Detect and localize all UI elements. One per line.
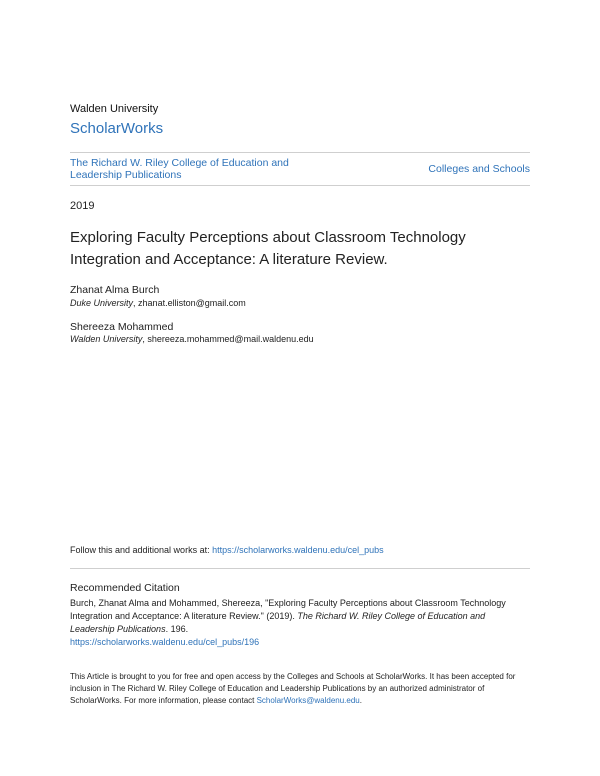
notice-end: .: [359, 696, 362, 705]
divider-header-bottom: [70, 185, 530, 186]
notice-text: This Article is brought to you for free and open access by the Colleges and Schools at ScholarWorks. It has been accepted for inclusion in The Richard W. Riley College of Education and Leadership Publications by an authorized administrator of ScholarWorks. For more information, please contact: [70, 672, 516, 705]
colleges-link[interactable]: Colleges and Schools: [428, 163, 530, 175]
repository-link[interactable]: ScholarWorks: [70, 120, 164, 137]
contact-email-link[interactable]: ScholarWorks@waldenu.edu: [256, 696, 360, 705]
divider-top: [70, 152, 530, 153]
collection-link[interactable]: The Richard W. Riley College of Education and Leadership Publications: [70, 157, 289, 181]
citation-text: Burch, Zhanat Alma and Mohammed, Shereeza, "Exploring Faculty Perceptions about Classroom Technology Integration and Acceptance: A literature Review." (2019).: [70, 598, 506, 621]
follow-text: Follow this and additional works at:: [70, 545, 213, 555]
institution-name: Walden University: [70, 103, 159, 115]
publication-year: 2019: [70, 200, 95, 212]
citation-block: [70, 597, 530, 649]
citation-heading: Recommended Citation: [70, 582, 180, 594]
follow-line: [70, 545, 384, 555]
author-email: zhanat.elliston@gmail.com: [138, 298, 246, 308]
citation-url-link[interactable]: https://scholarworks.waldenu.edu/cel_pubs/196: [70, 637, 260, 647]
author-email: shereeza.mohammed@mail.waldenu.edu: [147, 334, 314, 344]
article-title: Exploring Faculty Perceptions about Classroom Technology Integration and Acceptance: A literature Review.: [70, 229, 466, 268]
follow-url-link[interactable]: https://scholarworks.waldenu.edu/cel_pubs: [212, 545, 384, 555]
citation-number: . 196.: [165, 624, 189, 634]
separator: ,: [133, 298, 139, 308]
divider-citation: [70, 568, 530, 569]
affiliation-name: Duke University: [70, 298, 134, 308]
author-name: Zhanat Alma Burch: [70, 284, 160, 296]
separator: ,: [142, 334, 148, 344]
access-notice: [70, 671, 535, 707]
author-name: Shereeza Mohammed: [70, 321, 174, 333]
affiliation-name: Walden University: [70, 334, 143, 344]
author-affiliation: [70, 334, 314, 344]
citation-series: The Richard W. Riley College of Education and Leadership Publications: [70, 611, 486, 634]
author-affiliation: [70, 298, 246, 308]
